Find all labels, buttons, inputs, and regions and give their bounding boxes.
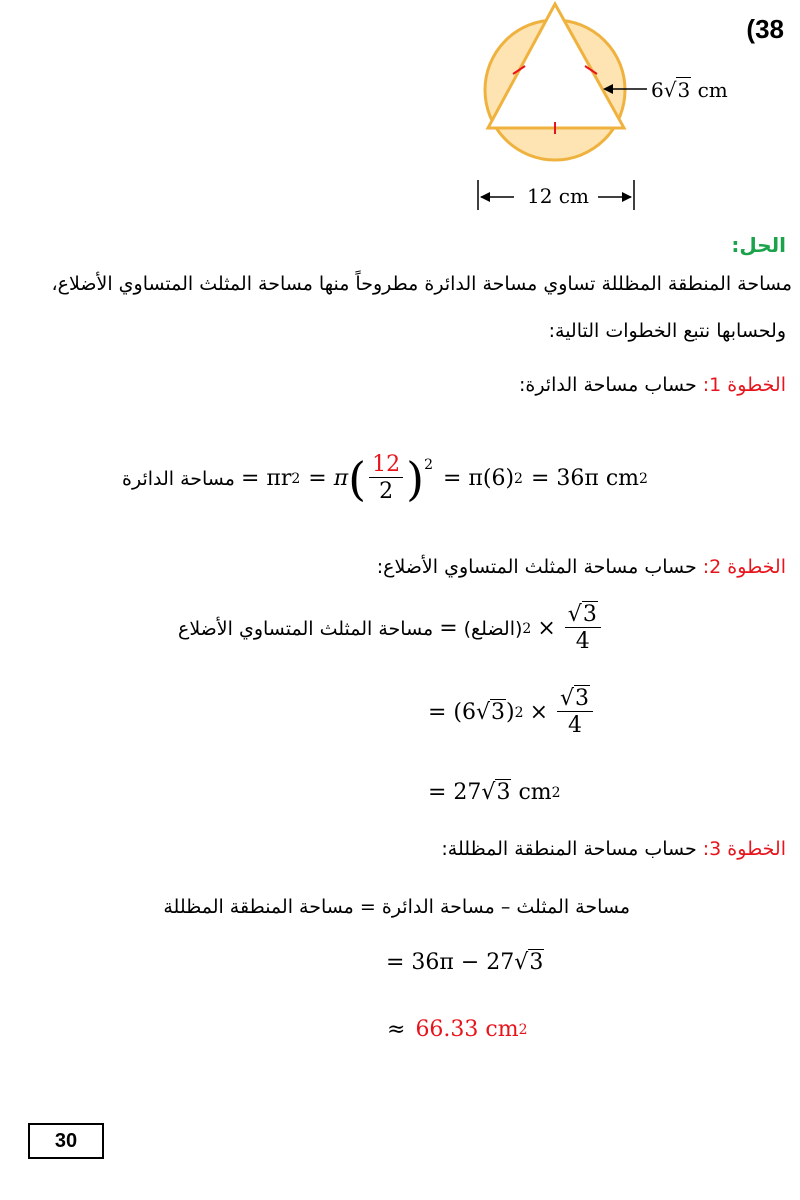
equation-shaded-area-2: = 36π − 27 √3 [386,950,544,975]
page-number: 30 [28,1123,104,1159]
solution-heading: الحل: [731,233,786,257]
equation-triangle-area-1: مساحة المثلث المتساوي الأضلاع = (الضلع) 2 × $\frac{√3}{4}$ [178,602,604,656]
diameter-label: 12 cm [527,184,589,208]
intro-line-1: مساحة المنطقة المظللة تساوي مساحة الدائرة مطروحاً منها مساحة المثلث المتساوي الأضلاع، [51,273,792,295]
equation-shaded-area-1: مساحة المثلث – مساحة الدائرة = مساحة المنطقة المظللة [163,896,630,918]
step-1-text: حساب مساحة الدائرة: [518,374,697,396]
problem-number: (38 [746,14,784,44]
equation-triangle-area-3: = 27 √3 cm 2 [428,780,561,805]
equation-shaded-area-result: ≈ 66.33 cm 2 [387,1017,528,1042]
step-3-text: حساب مساحة المنطقة المظللة: [441,838,697,860]
equation-triangle-area-2: = (6 √3 ) 2 × $\frac{√3}{4}$ [428,686,596,740]
equation-circle-area: مساحة الدائرة = πr 2 = π ( $\frac{12}{2}$ ) $^2$ = π(6) 2 = 36π cm 2 [122,451,648,506]
side-length-label: 6√3 cm [651,78,728,102]
step-2-label: الخطوة 2: [702,556,786,578]
step-2-heading [377,556,786,578]
step-3-label: الخطوة 3: [702,838,786,860]
step-1-label: الخطوة 1: [702,374,786,396]
step-2-text: حساب مساحة المثلث المتساوي الأضلاع: [376,556,697,578]
circle-triangle-figure [460,0,760,225]
step-3-heading [441,838,786,860]
step-1-heading [519,374,786,396]
intro-line-2: ولحسابها نتبع الخطوات التالية: [548,320,786,342]
final-answer: 66.33 cm [415,1017,519,1042]
